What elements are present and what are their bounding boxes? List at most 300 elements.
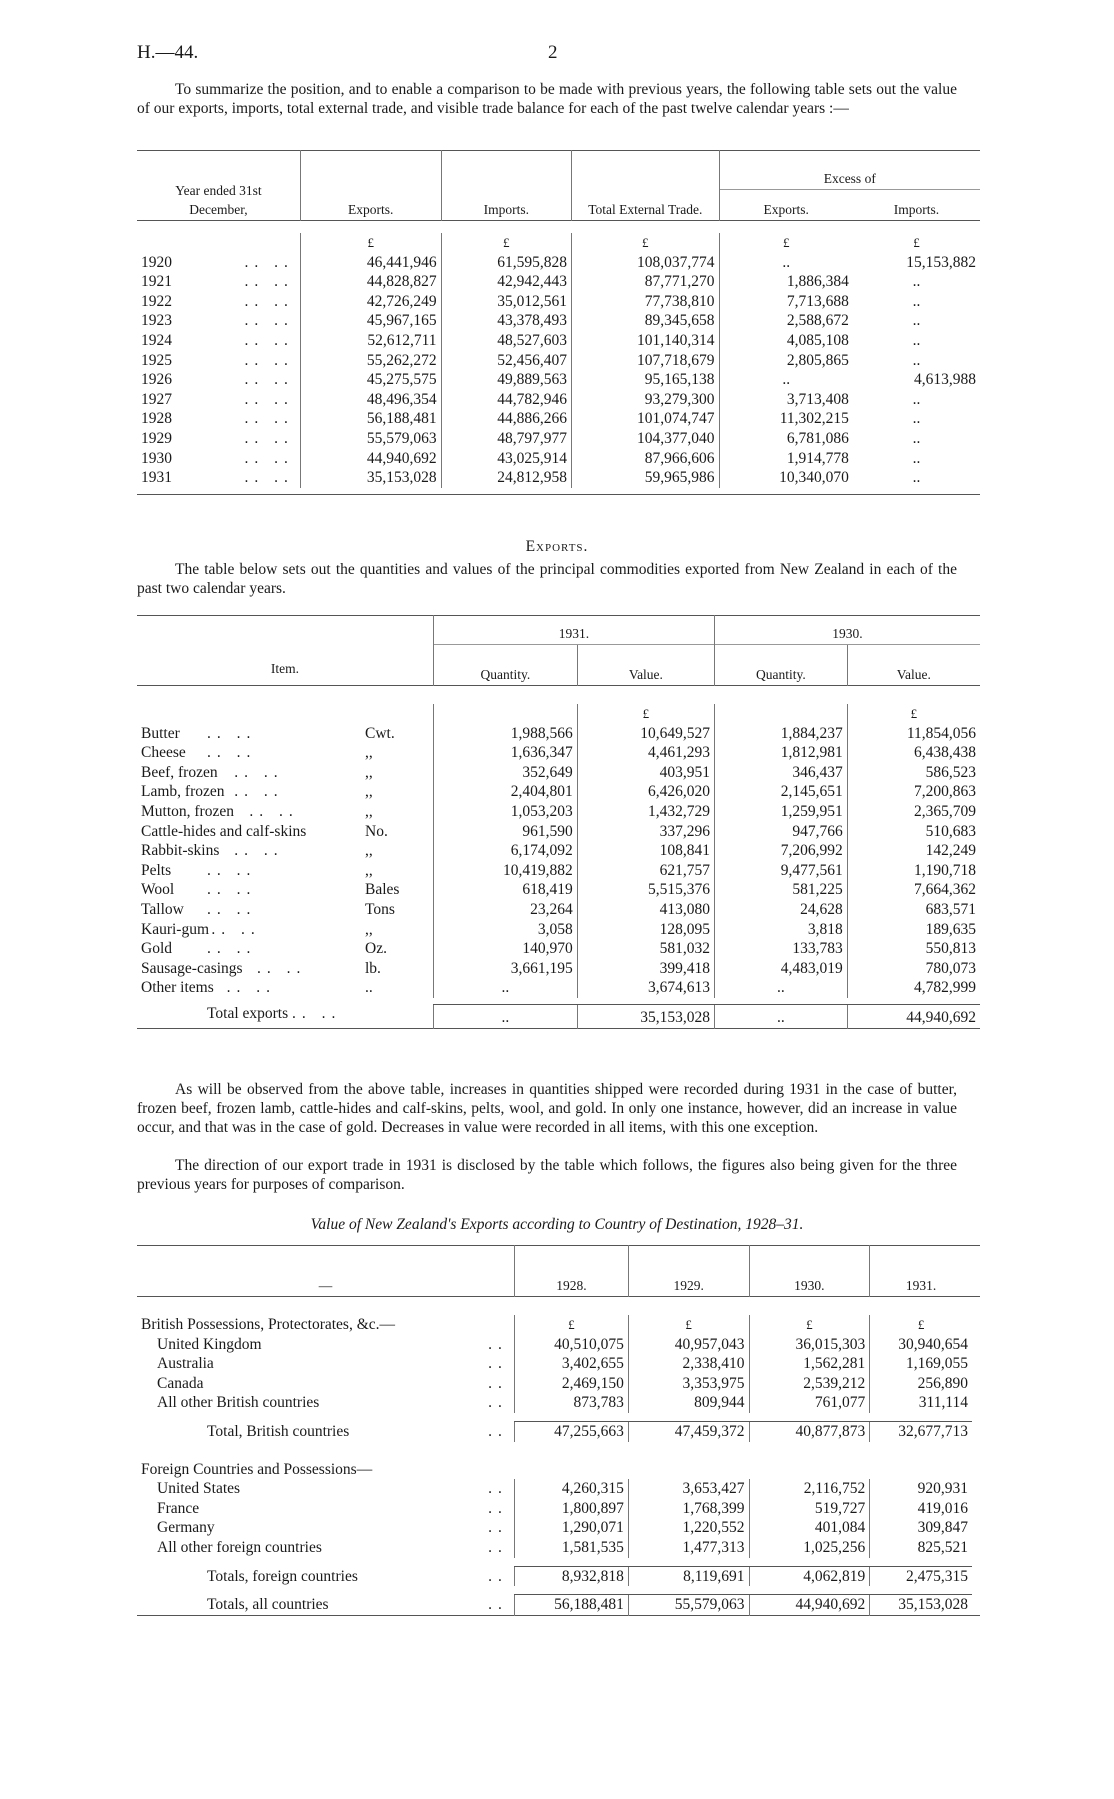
country-cell [137, 1595, 514, 1616]
country-name: Australia [157, 1355, 214, 1373]
leader-dots: .. .. [207, 900, 257, 918]
value-1931: 920,931 [870, 1479, 972, 1499]
year-label: 1925 [141, 351, 172, 369]
value-1931: 419,016 [870, 1499, 972, 1519]
value-1931: 3,674,613 [577, 978, 714, 998]
table-row [137, 900, 980, 920]
table-row [137, 1518, 980, 1538]
quantity-1930: 24,628 [714, 900, 847, 920]
col-header-quantity: Quantity. [433, 645, 577, 686]
item-name: Sausage-casings [141, 959, 243, 977]
currency-sign: £ [441, 233, 571, 253]
item-name: Cattle-hides and calf-skins [141, 822, 307, 840]
year-label: 1922 [141, 292, 172, 310]
value-1930: 2,365,709 [847, 802, 980, 822]
value-1930: 40,877,873 [749, 1421, 870, 1441]
value-1928: 1,800,897 [514, 1499, 628, 1519]
value-1931: 32,677,713 [870, 1421, 972, 1441]
country-cell [137, 1538, 514, 1558]
quantity-1931: 140,970 [433, 939, 577, 959]
exports-cell: 48,496,354 [300, 390, 441, 410]
table-row [137, 763, 980, 783]
col-header-excess-imports: Imports. [853, 190, 980, 221]
table-row [137, 782, 980, 802]
value-1930: 519,727 [749, 1499, 870, 1519]
country-cell [137, 1518, 514, 1538]
unit-label: No. [365, 822, 388, 840]
item-name: Mutton, frozen [141, 802, 234, 820]
total-trade-cell: 104,377,040 [572, 429, 719, 449]
country-cell [137, 1421, 514, 1441]
item-cell [137, 724, 433, 744]
excess-imports-cell: .. [912, 469, 921, 487]
value-1931: 5,515,376 [577, 880, 714, 900]
item-name: Cheese [141, 744, 186, 762]
value-1928: 1,290,071 [514, 1518, 628, 1538]
unit-label: ,, [365, 763, 373, 781]
value-1928: 4,260,315 [514, 1479, 628, 1499]
item-cell [137, 743, 433, 763]
value-1930: 36,015,303 [749, 1335, 870, 1355]
item-name: Wool [141, 881, 175, 899]
value-1930: 780,073 [847, 959, 980, 979]
country-name: All other British countries [157, 1394, 320, 1412]
value-1931: 311,114 [870, 1393, 972, 1413]
total-trade-cell: 77,738,810 [572, 292, 719, 312]
quantity-1931: 1,053,203 [433, 802, 577, 822]
value-1931: 2,475,315 [870, 1566, 972, 1586]
value-1929: 47,459,372 [628, 1421, 749, 1441]
leader-dots: .. .. [207, 861, 257, 879]
exports-cell: 44,828,827 [300, 272, 441, 292]
value-1928: 8,932,818 [514, 1566, 628, 1586]
country-name: United Kingdom [157, 1335, 262, 1353]
country-name: France [157, 1499, 200, 1517]
total-q1931: .. [433, 1004, 577, 1028]
value-1930: 189,635 [847, 920, 980, 940]
item-cell [137, 841, 433, 861]
value-1931: 1,432,729 [577, 802, 714, 822]
leader-dots: .. .. [207, 724, 257, 742]
value-1931: 403,951 [577, 763, 714, 783]
leader-dots: .. .. [244, 253, 294, 271]
item-name: Beef, frozen [141, 763, 218, 781]
col-header-quantity: Quantity. [714, 645, 847, 686]
excess-imports-cell: .. [912, 292, 921, 310]
british-total-row [137, 1421, 980, 1441]
currency-sign: £ [870, 1315, 972, 1335]
table-row [137, 1479, 980, 1499]
value-1929: 3,653,427 [628, 1479, 749, 1499]
value-1931: 309,847 [870, 1518, 972, 1538]
item-name: Pelts [141, 861, 172, 879]
total-trade-cell: 101,074,747 [572, 409, 719, 429]
value-1928: 47,255,663 [514, 1421, 628, 1441]
table-row [137, 370, 980, 390]
value-1930: 1,025,256 [749, 1538, 870, 1558]
currency-sign: £ [847, 704, 980, 724]
col-header-1930: 1930. [749, 1246, 870, 1297]
excess-exports-cell: 1,886,384 [719, 272, 853, 292]
value-1930: 44,940,692 [749, 1595, 870, 1616]
value-1929: 809,944 [628, 1393, 749, 1413]
quantity-1931: 3,661,195 [433, 959, 577, 979]
value-1931: 30,940,654 [870, 1335, 972, 1355]
item-name: Other items [141, 979, 214, 997]
year-label: 1921 [141, 273, 172, 291]
value-1928: 2,469,150 [514, 1374, 628, 1394]
excess-imports-cell: .. [912, 390, 921, 408]
leader-dots: .. .. [244, 410, 294, 428]
country-cell [137, 1374, 514, 1394]
total-trade-cell: 87,966,606 [572, 449, 719, 469]
country-cell [137, 1393, 514, 1413]
total-v1930: 44,940,692 [847, 1004, 980, 1028]
imports-cell: 35,012,561 [441, 292, 571, 312]
currency-sign: £ [514, 1315, 628, 1335]
exports-cell: 46,441,946 [300, 253, 441, 273]
leader-dots: .. [488, 1499, 508, 1517]
item-name: Tallow [141, 900, 184, 918]
leader-dots: .. .. [234, 842, 284, 860]
excess-imports-cell: .. [912, 410, 921, 428]
unit-label: ,, [365, 861, 373, 879]
imports-cell: 44,886,266 [441, 409, 571, 429]
table-row [137, 1499, 980, 1519]
quantity-1931: 23,264 [433, 900, 577, 920]
imports-cell: 24,812,958 [441, 468, 571, 488]
year-label: 1930 [141, 449, 172, 467]
unit-label: ,, [365, 920, 373, 938]
leader-dots: .. [488, 1335, 508, 1353]
imports-cell: 42,942,443 [441, 272, 571, 292]
col-header-1930: 1930. [714, 616, 980, 645]
country-name: Totals, all countries [207, 1596, 329, 1614]
value-1929: 1,768,399 [628, 1499, 749, 1519]
exports-cell: 42,726,249 [300, 292, 441, 312]
item-cell [137, 959, 433, 979]
currency-sign: £ [300, 233, 441, 253]
british-heading: British Possessions, Protectorates, &c.— [141, 1316, 396, 1333]
table-row [137, 429, 980, 449]
value-1930: 142,249 [847, 841, 980, 861]
leader-dots: .. .. [226, 979, 276, 997]
quantity-1931: 6,174,092 [433, 841, 577, 861]
country-cell [137, 1335, 514, 1355]
leader-dots: .. .. [234, 783, 284, 801]
quantity-1931: 352,649 [433, 763, 577, 783]
country-name: Canada [157, 1374, 204, 1392]
table-row [137, 959, 980, 979]
value-1928: 1,581,535 [514, 1538, 628, 1558]
year-cell [137, 370, 300, 390]
year-cell [137, 272, 300, 292]
leader-dots: .. [488, 1394, 508, 1412]
table-row [137, 880, 980, 900]
excess-imports-cell: .. [912, 429, 921, 447]
value-1930: 1,562,281 [749, 1354, 870, 1374]
grand-total-row [137, 1595, 980, 1616]
imports-cell: 44,782,946 [441, 390, 571, 410]
value-1931: 337,296 [577, 822, 714, 842]
col-header-1931: 1931. [870, 1246, 972, 1297]
value-1929: 55,579,063 [628, 1595, 749, 1616]
value-1931: 35,153,028 [870, 1595, 972, 1616]
leader-dots: .. .. [244, 292, 294, 310]
exports-cell: 55,262,272 [300, 351, 441, 371]
year-label: 1931 [141, 469, 172, 487]
item-cell [137, 978, 433, 998]
value-1931: 6,426,020 [577, 782, 714, 802]
quantity-1930: 4,483,019 [714, 959, 847, 979]
quantity-1930: 7,206,992 [714, 841, 847, 861]
value-1930: 2,116,752 [749, 1479, 870, 1499]
unit-label: .. [365, 979, 373, 997]
col-header-1928: 1928. [514, 1246, 628, 1297]
year-cell [137, 331, 300, 351]
excess-imports-cell: .. [912, 273, 921, 291]
quantity-1931: 2,404,801 [433, 782, 577, 802]
item-cell [137, 782, 433, 802]
table-row [137, 331, 980, 351]
value-1929: 40,957,043 [628, 1335, 749, 1355]
total-trade-cell: 89,345,658 [572, 311, 719, 331]
imports-cell: 52,456,407 [441, 351, 571, 371]
excess-exports-cell: .. [719, 253, 853, 273]
country-cell [137, 1479, 514, 1499]
col-header-value: Value. [847, 645, 980, 686]
year-label: 1920 [141, 253, 172, 271]
excess-imports-cell: .. [912, 331, 921, 349]
value-1930: 2,539,212 [749, 1374, 870, 1394]
unit-label: lb. [365, 959, 381, 977]
value-1931: 4,461,293 [577, 743, 714, 763]
leader-dots: .. [488, 1567, 508, 1585]
exports-cell: 45,275,575 [300, 370, 441, 390]
table-row [137, 1374, 980, 1394]
total-trade-cell: 95,165,138 [572, 370, 719, 390]
col-header-excess-exports: Exports. [719, 190, 853, 221]
quantity-1930: 581,225 [714, 880, 847, 900]
value-1929: 1,477,313 [628, 1538, 749, 1558]
excess-imports-cell: .. [912, 351, 921, 369]
quantity-1930: 3,818 [714, 920, 847, 940]
leader-dots: .. [488, 1519, 508, 1537]
total-trade-cell: 93,279,300 [572, 390, 719, 410]
excess-exports-cell: 10,340,070 [719, 468, 853, 488]
exports-cell: 45,967,165 [300, 311, 441, 331]
leader-dots: .. .. [244, 469, 294, 487]
exports-cell: 55,579,063 [300, 429, 441, 449]
total-trade-cell: 59,965,986 [572, 468, 719, 488]
value-1931: 108,841 [577, 841, 714, 861]
unit-label: ,, [365, 783, 373, 801]
value-1931: 581,032 [577, 939, 714, 959]
leader-dots: .. .. [244, 449, 294, 467]
leader-dots: .. .. [244, 351, 294, 369]
value-1930: 7,664,362 [847, 880, 980, 900]
excess-imports-cell: .. [912, 312, 921, 330]
col-header-excess-of: Excess of [719, 151, 980, 190]
table-row [137, 841, 980, 861]
leader-dots: .. .. [207, 744, 257, 762]
destination-table-title: Value of New Zealand's Exports according to Country of Destination, 1928–31. [310, 1216, 804, 1233]
value-1929: 1,220,552 [628, 1518, 749, 1538]
excess-exports-cell: 1,914,778 [719, 449, 853, 469]
value-1931: 256,890 [870, 1374, 972, 1394]
table-row [137, 292, 980, 312]
table-row [137, 351, 980, 371]
value-1930: 401,084 [749, 1518, 870, 1538]
quantity-1931: 1,988,566 [433, 724, 577, 744]
quantity-1931: 10,419,882 [433, 861, 577, 881]
item-name: Rabbit-skins [141, 842, 220, 860]
table-row [137, 802, 980, 822]
value-1928: 56,188,481 [514, 1595, 628, 1616]
quantity-1931: 961,590 [433, 822, 577, 842]
foreign-total-row [137, 1566, 980, 1586]
country-cell [137, 1354, 514, 1374]
increases-paragraph: As will be observed from the above table, increases in quantities shipped were recorded during 1931 in the case of butter, frozen beef, frozen lamb, cattle-hides and calf-skins, pelts, wool, and gold. In only one instance, however, did an increase in value occur, and that was in the case of gold. Decreases in value were recorded in all items, with this one exception. [137, 1081, 957, 1136]
quantity-1930: 1,884,237 [714, 724, 847, 744]
item-cell [137, 822, 433, 842]
total-q1930: .. [714, 1004, 847, 1028]
unit-label: Cwt. [365, 724, 395, 742]
table-row [137, 939, 980, 959]
foreign-heading: Foreign Countries and Possessions— [141, 1460, 373, 1478]
excess-exports-cell: .. [719, 370, 853, 390]
quantity-1930: 1,812,981 [714, 743, 847, 763]
table-row [137, 468, 980, 488]
quantity-1930: 346,437 [714, 763, 847, 783]
imports-cell: 49,889,563 [441, 370, 571, 390]
leader-dots: .. [488, 1480, 508, 1498]
item-cell [137, 763, 433, 783]
excess-exports-cell: 7,713,688 [719, 292, 853, 312]
year-label: 1929 [141, 429, 172, 447]
unit-label: Oz. [365, 940, 387, 958]
currency-sign: £ [577, 704, 714, 724]
exports-heading: Exports. [525, 538, 589, 555]
country-name: United States [157, 1480, 241, 1498]
value-1930: 7,200,863 [847, 782, 980, 802]
year-label: 1924 [141, 331, 172, 349]
currency-sign: £ [628, 1315, 749, 1335]
table-row [137, 1335, 980, 1355]
value-1931: 413,080 [577, 900, 714, 920]
year-cell [137, 468, 300, 488]
table-row [137, 390, 980, 410]
item-cell [137, 900, 433, 920]
value-1928: 3,402,655 [514, 1354, 628, 1374]
leader-dots: .. .. [244, 429, 294, 447]
col-header-1929: 1929. [628, 1246, 749, 1297]
table-row [137, 1538, 980, 1558]
year-cell [137, 292, 300, 312]
exports-cell: 52,612,711 [300, 331, 441, 351]
col-header-total-trade: Total External Trade. [572, 151, 719, 221]
excess-imports-cell: 15,153,882 [906, 253, 976, 271]
value-1931: 10,649,527 [577, 724, 714, 744]
value-1930: 4,062,819 [749, 1566, 870, 1586]
quantity-1930: 947,766 [714, 822, 847, 842]
table-row [137, 743, 980, 763]
value-1931: 1,169,055 [870, 1354, 972, 1374]
value-1931: 825,521 [870, 1538, 972, 1558]
value-1931: 399,418 [577, 959, 714, 979]
value-1930: 683,571 [847, 900, 980, 920]
leader-dots: .. [488, 1355, 508, 1373]
year-cell [137, 409, 300, 429]
col-header-1931: 1931. [433, 616, 714, 645]
quantity-1931: 3,058 [433, 920, 577, 940]
quantity-1930: .. [714, 978, 847, 998]
excess-exports-cell: 2,805,865 [719, 351, 853, 371]
header-dash: — [318, 1278, 333, 1294]
intro-paragraph: To summarize the position, and to enable a comparison to be made with previous years, the following table sets out the value of our exports, imports, total external trade, and visible trade balance for each of the past twelve calendar years :— [137, 81, 957, 117]
currency-sign: £ [913, 235, 920, 250]
imports-cell: 61,595,828 [441, 253, 571, 273]
quantity-1931: 618,419 [433, 880, 577, 900]
unit-label: Bales [365, 881, 400, 899]
unit-label: ,, [365, 802, 373, 820]
col-header-item: Item. [270, 661, 300, 677]
table-row [137, 449, 980, 469]
value-1930: 586,523 [847, 763, 980, 783]
year-cell [137, 429, 300, 449]
exports-cell: 35,153,028 [300, 468, 441, 488]
table-row [137, 861, 980, 881]
country-name: Total, British countries [207, 1422, 350, 1440]
total-exports-label: Total exports [207, 1005, 289, 1023]
total-v1931: 35,153,028 [577, 1004, 714, 1028]
table-row [137, 920, 980, 940]
year-cell [137, 311, 300, 331]
item-name: Kauri-gum [141, 920, 210, 938]
value-1930: 761,077 [749, 1393, 870, 1413]
table-row [137, 1393, 980, 1413]
item-name: Lamb, frozen [141, 783, 225, 801]
col-header-value: Value. [577, 645, 714, 686]
year-cell [137, 390, 300, 410]
table-row [137, 272, 980, 292]
value-1928: 873,783 [514, 1393, 628, 1413]
page-number: 2 [548, 42, 558, 63]
imports-cell: 43,025,914 [441, 449, 571, 469]
year-label: 1923 [141, 312, 172, 330]
value-1930: 4,782,999 [847, 978, 980, 998]
year-cell [137, 351, 300, 371]
total-exports-row: Total exports .. .. .. 35,153,028 .. 44,940,692 [137, 1004, 980, 1028]
value-1931: 128,095 [577, 920, 714, 940]
leader-dots: .. .. [244, 331, 294, 349]
year-label: 1927 [141, 390, 172, 408]
excess-imports-cell: .. [912, 449, 921, 467]
item-name: Gold [141, 940, 172, 958]
excess-exports-cell: 2,588,672 [719, 311, 853, 331]
table-row [137, 1354, 980, 1374]
excess-exports-cell: 6,781,086 [719, 429, 853, 449]
total-trade-cell: 107,718,679 [572, 351, 719, 371]
unit-label: Tons [365, 900, 395, 918]
quantity-1931: .. [433, 978, 577, 998]
country-name: Germany [157, 1519, 215, 1537]
item-cell [137, 861, 433, 881]
table-row [137, 311, 980, 331]
leader-dots: .. .. [211, 920, 261, 938]
leader-dots: .. .. [257, 959, 307, 977]
exports-intro-paragraph: The table below sets out the quantities and values of the principal commodities exported from New Zealand in each of the past two calendar years. [137, 561, 957, 597]
